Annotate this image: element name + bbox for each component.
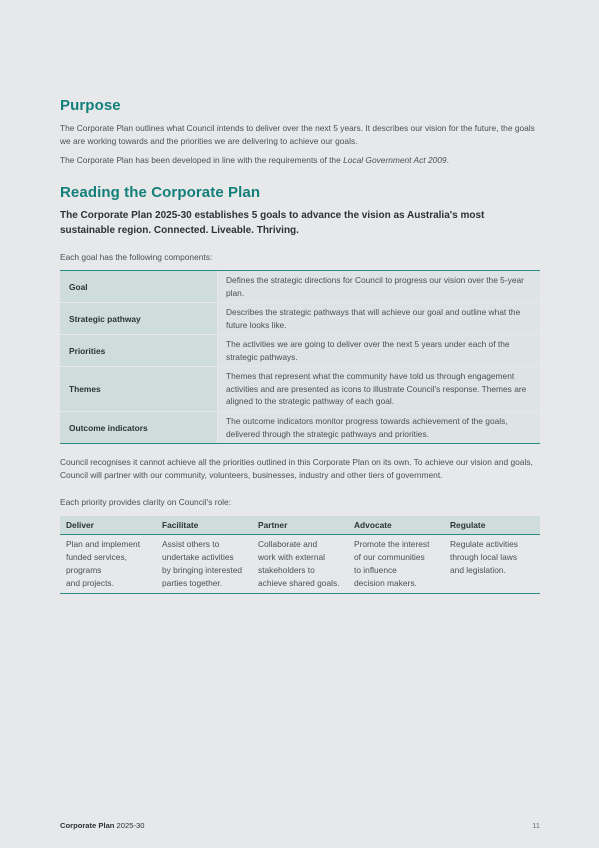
- role-header: Advocate: [354, 520, 392, 530]
- table-row: [60, 367, 540, 412]
- roles-header-row: [60, 516, 540, 535]
- component-description: Themes that represent what the community have told us through engagement activities and are presented as icons to illustrate Council's response. Themes are aligned to the strategic pathway of each goal.: [217, 367, 540, 411]
- partnership-paragraph: Council recognises it cannot achieve all the priorities outlined in this Corporate Plan on its own. To achieve our vision and goals, Council will partner with our community, volunteers, businesses, industry and other tiers of government.: [60, 457, 533, 480]
- footer-title: [60, 821, 144, 830]
- role-description: Promote the interest of our communities to influence decision makers.: [354, 539, 430, 588]
- component-name: Priorities: [60, 335, 217, 366]
- reading-heading: Reading the Corporate Plan: [60, 184, 261, 201]
- component-description: The activities we are going to deliver over the next 5 years under each of the strategic pathways.: [217, 335, 540, 366]
- footer-title-bold: Corporate Plan: [60, 821, 115, 830]
- components-table: [60, 270, 540, 444]
- roles-table: [60, 516, 540, 594]
- reading-lead: The Corporate Plan 2025-30 establishes 5 goals to advance the vision as Australia's most sustainable region. Connected. Liveable. Thriving.: [60, 210, 485, 236]
- component-name: Themes: [60, 367, 217, 411]
- act-name: Local Government Act 2009: [343, 155, 447, 165]
- table-row: [60, 412, 540, 443]
- role-header: Deliver: [66, 520, 94, 530]
- component-description: The outcome indicators monitor progress towards achievement of the goals, delivered through the strategic pathways and priorities.: [217, 412, 540, 443]
- components-intro: Each goal has the following components:: [60, 252, 213, 262]
- roles-body-row: [60, 535, 540, 593]
- table-row: [60, 335, 540, 367]
- table-row: [60, 303, 540, 335]
- page-number: 11: [532, 821, 540, 830]
- role-header: Facilitate: [162, 520, 199, 530]
- purpose-heading: Purpose: [60, 97, 121, 114]
- act-text: The Corporate Plan has been developed in line with the requirements of the: [60, 155, 344, 165]
- role-header: Regulate: [450, 520, 486, 530]
- role-description: Collaborate and work with external stakeholders to achieve shared goals.: [258, 539, 340, 588]
- component-description: Defines the strategic directions for Council to progress our vision over the 5-year plan.: [217, 271, 540, 302]
- role-description: Regulate activities through local laws and legislation.: [450, 539, 518, 575]
- component-name: Outcome indicators: [60, 412, 217, 443]
- roles-intro: Each priority provides clarity on Council's role:: [60, 497, 232, 507]
- act-paragraph: [60, 154, 540, 167]
- role-description: Plan and implement funded services, programs and projects.: [66, 539, 141, 588]
- role-description: Assist others to undertake activities by bringing interested parties together.: [162, 539, 243, 588]
- purpose-paragraph: The Corporate Plan outlines what Council intends to deliver over the next 5 years. It describes our vision for the future, the goals we are working towards and the priorities we are delivering to achieve our goals.: [60, 123, 535, 146]
- role-header: Partner: [258, 520, 288, 530]
- page-footer: [60, 821, 540, 830]
- footer-title-rest: 2025-30: [114, 821, 145, 830]
- component-name: Strategic pathway: [60, 303, 217, 334]
- component-description: Describes the strategic pathways that will achieve our goal and outline what the future looks like.: [217, 303, 540, 334]
- act-suffix: .: [446, 155, 449, 165]
- table-row: [60, 271, 540, 303]
- component-name: Goal: [60, 271, 217, 302]
